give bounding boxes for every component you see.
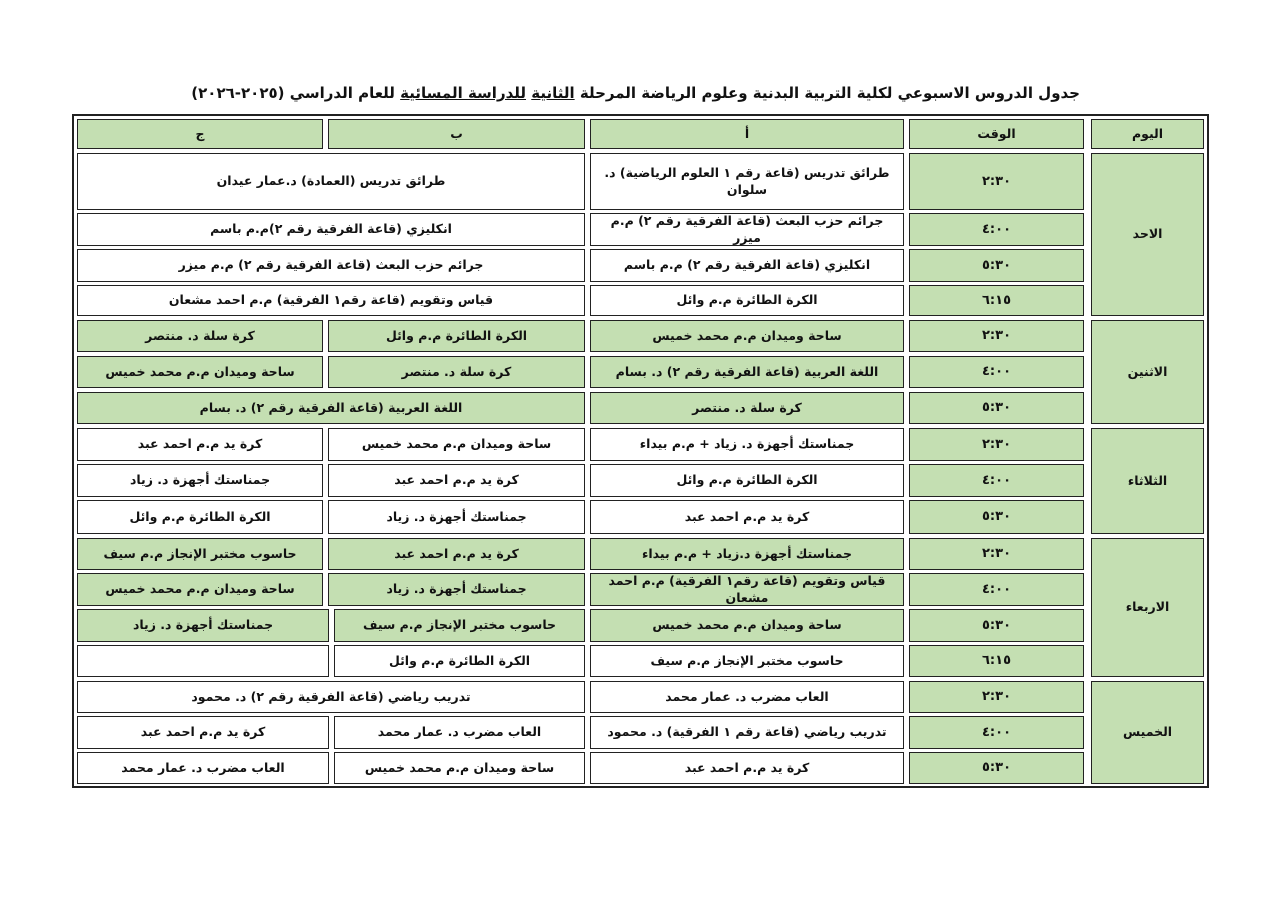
class-cell-b: جمناستك أجهزة د. زياد	[328, 500, 585, 534]
class-cell-a: جمناستك أجهزة د.زياد + م.م بيداء	[590, 538, 904, 570]
class-cell-a: كرة سلة د. منتصر	[590, 392, 904, 424]
header-time: الوقت	[909, 119, 1084, 149]
time-cell: ٦:١٥	[909, 645, 1084, 677]
time-cell: ٤:٠٠	[909, 213, 1084, 246]
time-cell: ٢:٣٠	[909, 538, 1084, 570]
class-cell-b: كرة يد م.م احمد عبد	[328, 538, 585, 570]
class-cell-a: ساحة وميدان م.م محمد خميس	[590, 609, 904, 642]
class-cell-b: كرة يد م.م احمد عبد	[328, 464, 585, 497]
class-cell-a: الكرة الطائرة م.م وائل	[590, 285, 904, 316]
class-cell-b: ساحة وميدان م.م محمد خميس	[328, 428, 585, 461]
class-cell-a: الكرة الطائرة م.م وائل	[590, 464, 904, 497]
class-cell-a: ساحة وميدان م.م محمد خميس	[590, 320, 904, 352]
day-thursday: الخميس	[1091, 681, 1204, 784]
schedule-table	[72, 114, 1209, 788]
class-cell-bc: انكليزي (قاعة الفرقية رقم ٢)م.م باسم	[77, 213, 585, 246]
class-cell-bc: اللغة العربية (قاعة الفرقية رقم ٢) د. بسام	[77, 392, 585, 424]
header-col-c: ج	[77, 119, 323, 149]
class-cell-c: كرة يد م.م احمد عبد	[77, 428, 323, 461]
class-cell-c: كرة سلة د. منتصر	[77, 320, 323, 352]
class-cell-bc: جرائم حزب البعث (قاعة الفرقية رقم ٢) م.م ميزر	[77, 249, 585, 282]
class-cell-c: جمناستك أجهزة د. زياد	[77, 464, 323, 497]
class-cell-a: طرائق تدريس (قاعة رقم ١ العلوم الرياضية) د. سلوان	[590, 153, 904, 210]
class-cell-c: ساحة وميدان م.م محمد خميس	[77, 573, 323, 606]
time-cell: ٤:٠٠	[909, 716, 1084, 749]
header-col-b: ب	[328, 119, 585, 149]
time-cell: ٢:٣٠	[909, 428, 1084, 461]
class-cell-c: حاسوب مختبر الإنجاز م.م سيف	[77, 538, 323, 570]
class-cell-a: كرة يد م.م احمد عبد	[590, 500, 904, 534]
time-cell: ٥:٣٠	[909, 752, 1084, 784]
day-sunday: الاحد	[1091, 153, 1204, 316]
day-monday: الاثنين	[1091, 320, 1204, 424]
class-cell-c: جمناستك أجهزة د. زياد	[77, 609, 329, 642]
time-cell: ٥:٣٠	[909, 392, 1084, 424]
class-cell-a: تدريب رياضي (قاعة رقم ١ الفرقية) د. محمود	[590, 716, 904, 749]
time-cell: ٥:٣٠	[909, 609, 1084, 642]
class-cell-b: كرة سلة د. منتصر	[328, 356, 585, 388]
class-cell-c	[77, 645, 329, 677]
class-cell-b: الكرة الطائرة م.م وائل	[328, 320, 585, 352]
class-cell-b: الكرة الطائرة م.م وائل	[334, 645, 585, 677]
class-cell-b: العاب مضرب د. عمار محمد	[334, 716, 585, 749]
header-col-a: أ	[590, 119, 904, 149]
class-cell-c: العاب مضرب د. عمار محمد	[77, 752, 329, 784]
class-cell-bc: طرائق تدريس (العمادة) د.عمار عيدان	[77, 153, 585, 210]
class-cell-bc: قياس وتقويم (قاعة رقم١ الفرقية) م.م احمد مشعان	[77, 285, 585, 316]
class-cell-a: قياس وتقويم (قاعة رقم١ الفرقية) م.م احمد مشعان	[590, 573, 904, 606]
time-cell: ٢:٣٠	[909, 681, 1084, 713]
time-cell: ٢:٣٠	[909, 153, 1084, 210]
time-cell: ٤:٠٠	[909, 573, 1084, 606]
time-cell: ٤:٠٠	[909, 356, 1084, 388]
time-cell: ٤:٠٠	[909, 464, 1084, 497]
class-cell-bc: تدريب رياضي (قاعة الفرقية رقم ٢) د. محمود	[77, 681, 585, 713]
class-cell-a: جرائم حزب البعث (قاعة الفرقية رقم ٢) م.م ميزر	[590, 213, 904, 246]
class-cell-b: حاسوب مختبر الإنجاز م.م سيف	[334, 609, 585, 642]
class-cell-a: حاسوب مختبر الإنجاز م.م سيف	[590, 645, 904, 677]
day-wednesday: الاربعاء	[1091, 538, 1204, 677]
time-cell: ٥:٣٠	[909, 249, 1084, 282]
class-cell-b: ساحة وميدان م.م محمد خميس	[334, 752, 585, 784]
day-tuesday: الثلاثاء	[1091, 428, 1204, 534]
time-cell: ٥:٣٠	[909, 500, 1084, 534]
time-cell: ٢:٣٠	[909, 320, 1084, 352]
class-cell-c: الكرة الطائرة م.م وائل	[77, 500, 323, 534]
class-cell-c: ساحة وميدان م.م محمد خميس	[77, 356, 323, 388]
class-cell-a: العاب مضرب د. عمار محمد	[590, 681, 904, 713]
class-cell-b: جمناستك أجهزة د. زياد	[328, 573, 585, 606]
header-day: اليوم	[1091, 119, 1204, 149]
time-cell: ٦:١٥	[909, 285, 1084, 316]
page-title: جدول الدروس الاسبوعي لكلية التربية البدنية وعلوم الرياضة المرحلة الثانية للدراسة المسائية للعام الدراسي (٢٠٢٥-٢٠٢٦)	[191, 84, 1080, 102]
class-cell-a: انكليزي (قاعة الفرقية رقم ٢) م.م باسم	[590, 249, 904, 282]
class-cell-a: كرة يد م.م احمد عبد	[590, 752, 904, 784]
class-cell-a: جمناستك أجهزة د. زياد + م.م بيداء	[590, 428, 904, 461]
class-cell-a: اللغة العربية (قاعة الفرقية رقم ٢) د. بسام	[590, 356, 904, 388]
class-cell-c: كرة يد م.م احمد عبد	[77, 716, 329, 749]
